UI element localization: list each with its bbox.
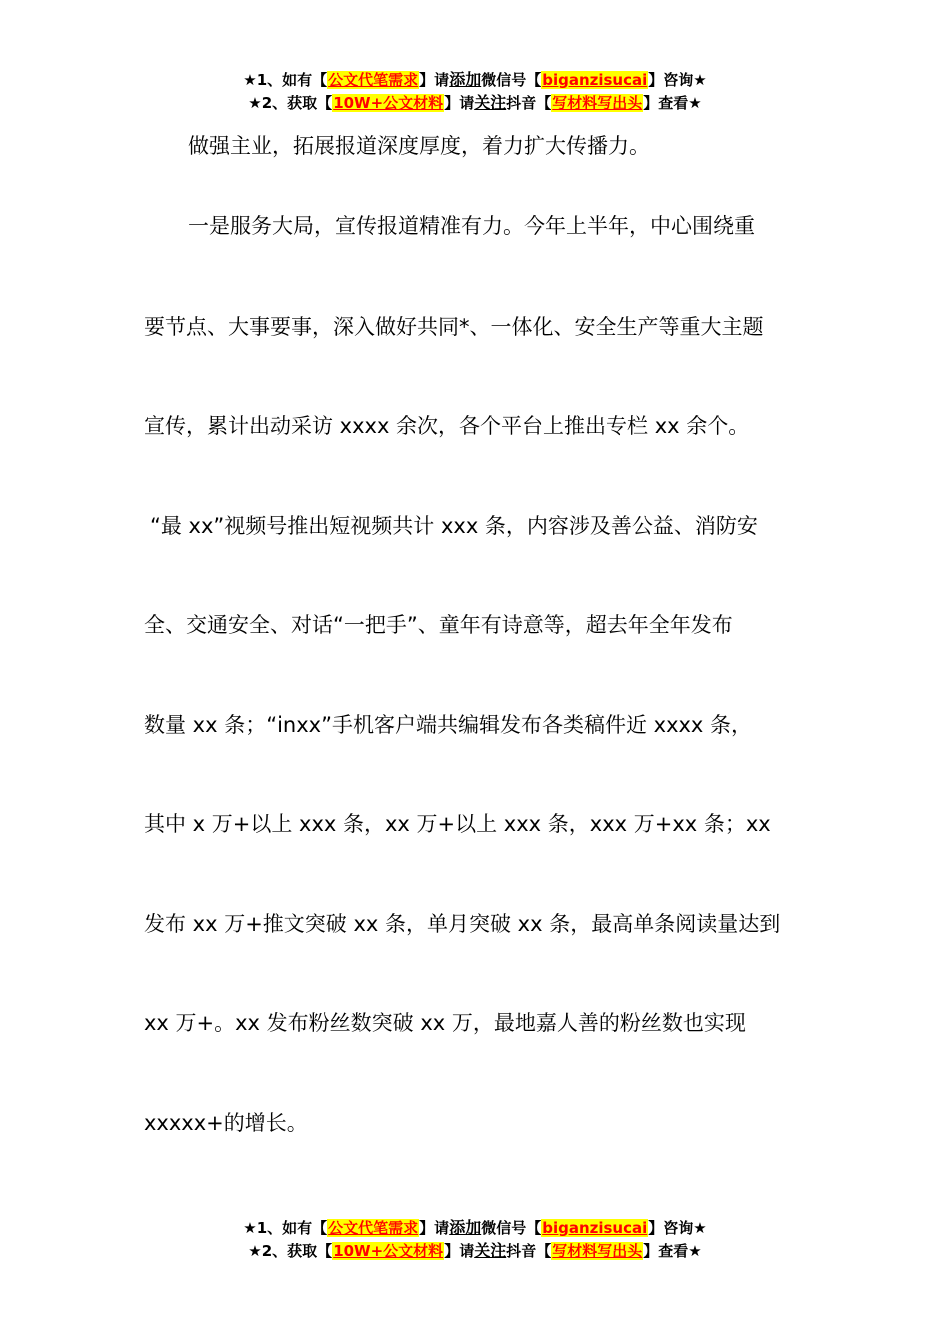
banner-underlined-add: 添加 [449,70,482,89]
footer-underlined-add: 添加 [449,1218,482,1237]
body-line-5: “最 xx”视频号推出短视频共计 xxx 条，内容涉及善公益、消防安 [150,514,758,538]
body-line-6: 全、交通安全、对话“一把手”、童年有诗意等，超去年全年发布 [144,613,733,637]
footer-line-1-mid2: 微信号【 [481,1219,542,1237]
footer-highlight-douyin-account: 写材料写出头 [552,1242,643,1260]
footer-line-1-mid: 】请 [419,1219,450,1237]
footer-highlight-service: 公文代笔需求 [328,1219,419,1237]
banner-line-1-prefix: ★1、如有【 [243,71,328,89]
footer-banner-line-1 [0,1216,950,1239]
footer-banner [0,1216,950,1262]
body-line-1: 做强主业，拓展报道深度厚度，着力扩大传播力。 [188,134,650,158]
banner-highlight-materials: 10W+公文材料 [333,94,444,112]
banner-line-1 [0,68,950,91]
footer-banner-line-2 [0,1239,950,1262]
banner-line-2-prefix: ★2、获取【 [248,94,333,112]
footer-line-1-prefix: ★1、如有【 [243,1219,328,1237]
footer-line-1-suffix: 】咨询★ [648,1219,707,1237]
banner-line-2-mid: 】请 [444,94,475,112]
banner-line-1-suffix: 】咨询★ [648,71,707,89]
body-line-2: 一是服务大局，宣传报道精准有力。今年上半年，中心围绕重 [188,214,755,238]
header-banner [0,68,950,114]
footer-underlined-follow: 关注 [474,1241,507,1260]
body-line-7: 数量 xx 条；“inxx”手机客户端共编辑发布各类稿件近 xxxx 条， [144,713,753,737]
banner-highlight-wechat-id: biganzisucai [542,71,648,89]
footer-line-2-prefix: ★2、获取【 [248,1242,333,1260]
banner-line-2-suffix: 】查看★ [643,94,702,112]
footer-line-2-mid2: 抖音【 [506,1242,552,1260]
footer-line-2-mid: 】请 [444,1242,475,1260]
banner-line-1-mid2: 微信号【 [481,71,542,89]
body-line-11: xxxxx+的增长。 [144,1111,308,1135]
banner-line-1-mid: 】请 [419,71,450,89]
body-line-8: 其中 x 万+以上 xxx 条，xx 万+以上 xxx 条，xxx 万+xx 条；xx [144,812,771,836]
banner-highlight-service: 公文代笔需求 [328,71,419,89]
body-line-10: xx 万+。xx 发布粉丝数突破 xx 万，最地嘉人善的粉丝数也实现 [144,1011,746,1035]
footer-highlight-materials: 10W+公文材料 [333,1242,444,1260]
body-line-3: 要节点、大事要事，深入做好共同*、一体化、安全生产等重大主题 [144,315,764,339]
banner-highlight-douyin-account: 写材料写出头 [552,94,643,112]
footer-highlight-wechat-id: biganzisucai [542,1219,648,1237]
banner-line-2-mid2: 抖音【 [506,94,552,112]
banner-underlined-follow: 关注 [474,93,507,112]
banner-line-2 [0,91,950,114]
body-line-4: 宣传，累计出动采访 xxxx 余次，各个平台上推出专栏 xx 余个。 [144,414,750,438]
footer-line-2-suffix: 】查看★ [643,1242,702,1260]
body-line-9: 发布 xx 万+推文突破 xx 条，单月突破 xx 条，最高单条阅读量达到 [144,912,781,936]
